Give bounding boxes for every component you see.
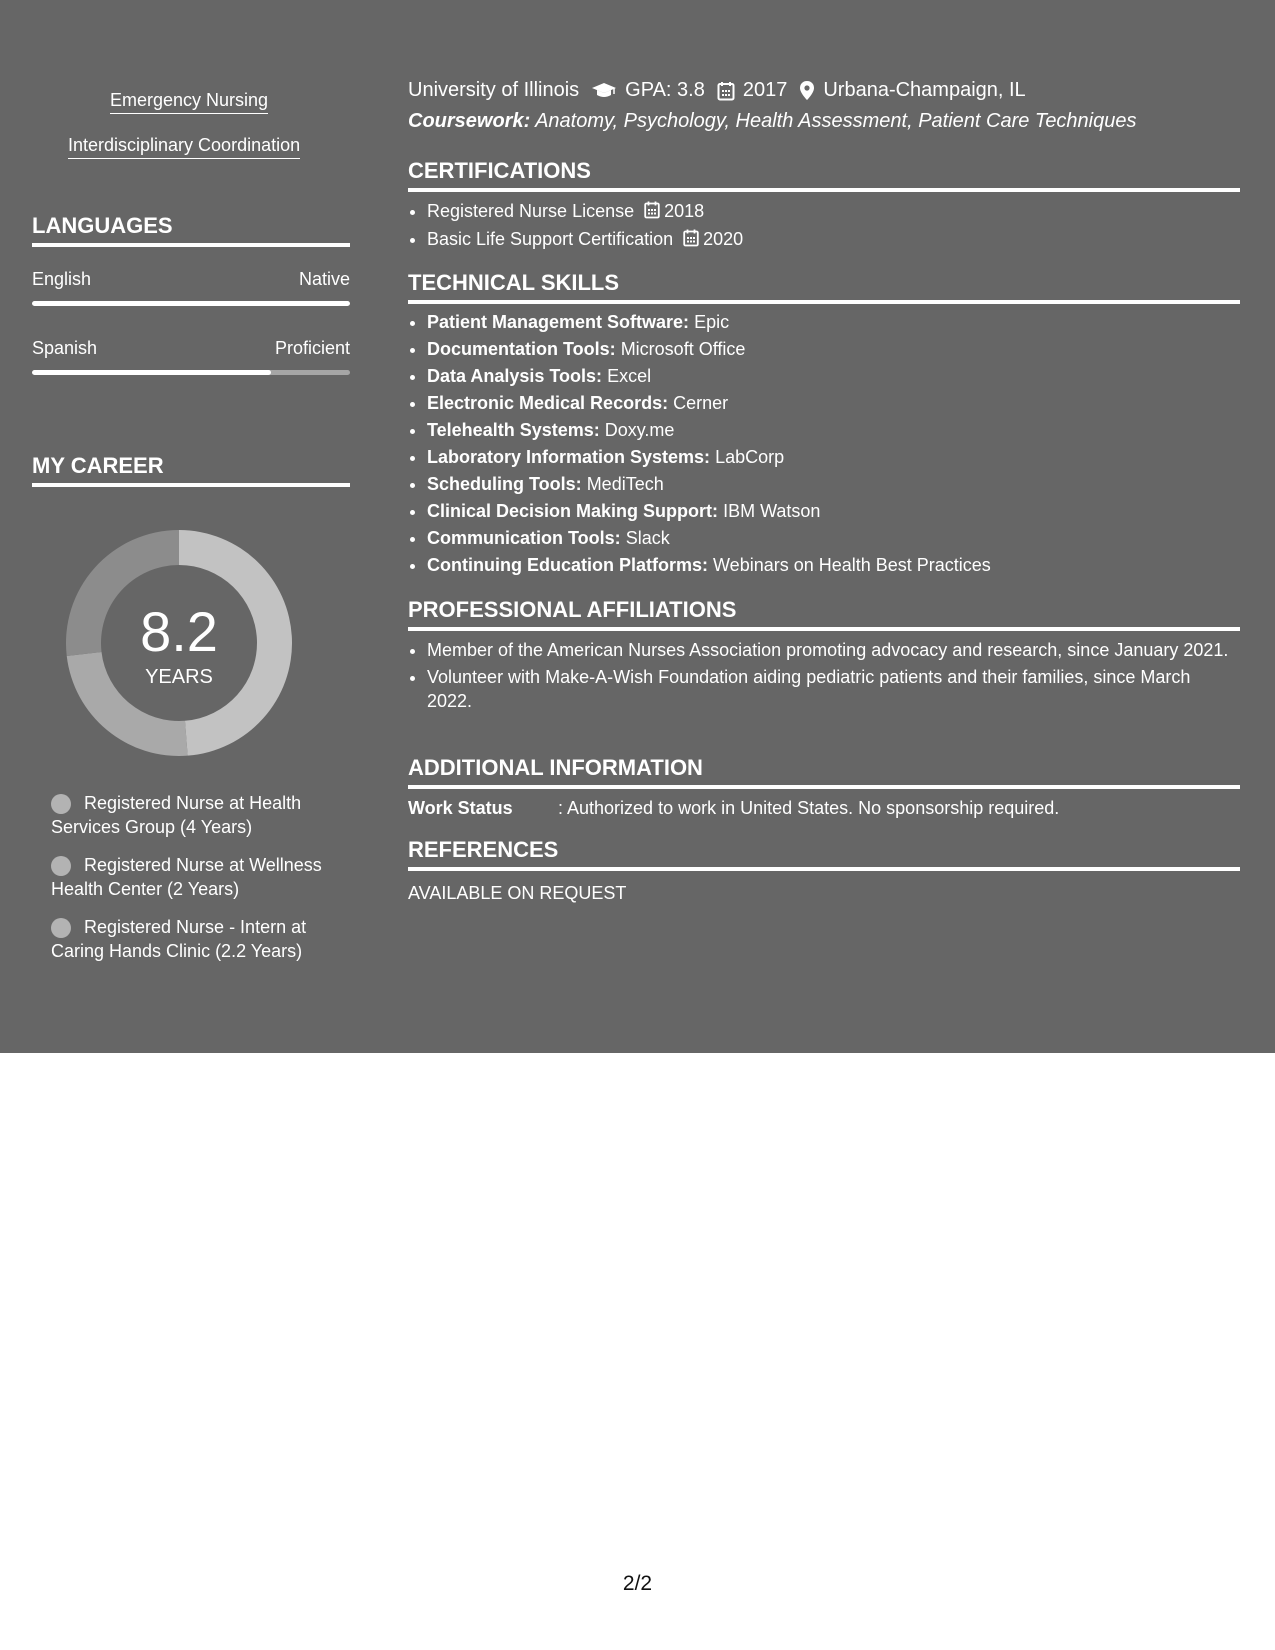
technical-skill-item — [427, 364, 1240, 391]
skill-value: IBM Watson — [723, 501, 821, 521]
skill-label: Communication Tools: — [427, 528, 621, 548]
technical-skill-item — [427, 310, 1240, 337]
skill-label: Clinical Decision Making Support: — [427, 501, 719, 521]
certification-item — [427, 199, 1240, 227]
graduation-cap-icon — [591, 82, 617, 100]
technical-skill-item — [427, 418, 1240, 445]
work-status-value: : Authorized to work in United States. No sponsorship required. — [558, 798, 1060, 818]
language-bar-fill — [32, 370, 271, 375]
skill-value: LabCorp — [715, 447, 785, 467]
school-name: University of Illinois — [408, 79, 580, 101]
skill-label: Continuing Education Platforms: — [427, 555, 708, 575]
career-years-label: YEARS — [145, 666, 213, 688]
career-item-label: Registered Nurse - Intern at Caring Hands Clinic (2.2 Years) — [51, 917, 307, 961]
skill-label: Electronic Medical Records: — [427, 393, 669, 413]
certifications-list — [408, 199, 1240, 255]
work-status-row — [408, 798, 1059, 819]
skill-emergency-nursing: Emergency Nursing — [110, 90, 268, 114]
language-bar — [32, 370, 350, 375]
technical-skill-item — [427, 526, 1240, 553]
skill-value: Excel — [607, 366, 652, 386]
language-level: Native — [298, 269, 350, 289]
certification-item — [427, 227, 1240, 255]
technical-skill-item — [427, 445, 1240, 472]
technical-skill-item — [427, 553, 1240, 580]
skill-value: Webinars on Health Best Practices — [713, 555, 991, 575]
skill-interdisciplinary-coordination: Interdisciplinary Coordination — [68, 135, 300, 159]
languages-heading: LANGUAGES — [32, 213, 350, 247]
skill-value: Microsoft Office — [620, 339, 746, 359]
school-location: Urbana-Champaign, IL — [823, 79, 1026, 101]
career-legend-dot — [51, 856, 71, 876]
career-item — [51, 853, 341, 901]
coursework-text: Anatomy, Psychology, Health Assessment, Patient Care Techniques — [535, 110, 1137, 132]
career-item — [51, 915, 341, 963]
career-item-label: Registered Nurse at Health Services Group (4 Years) — [51, 793, 302, 837]
page-number: 2/2 — [622, 1572, 653, 1595]
skill-value: Epic — [694, 312, 730, 332]
career-donut-chart — [66, 530, 292, 756]
skill-value: MediTech — [586, 474, 664, 494]
skill-label: Data Analysis Tools: — [427, 366, 603, 386]
certifications-heading: CERTIFICATIONS — [408, 158, 1240, 192]
skill-label: Patient Management Software: — [427, 312, 690, 332]
technical-skill-item — [427, 472, 1240, 499]
technical-skill-item — [427, 391, 1240, 418]
language-bar-fill — [32, 301, 350, 306]
technical-skill-item — [427, 337, 1240, 364]
affiliation-item: • Volunteer with Make-A-Wish Foundation aiding pediatric patients and their families, since March 2022. — [427, 665, 1240, 713]
certification-year: 2018 — [664, 201, 705, 221]
language-name: Spanish — [32, 338, 98, 358]
skill-label: Laboratory Information Systems: — [427, 447, 711, 467]
career-heading: MY CAREER — [32, 453, 350, 487]
education-line — [408, 79, 1026, 102]
certification-name: Basic Life Support Certification — [427, 229, 674, 249]
technical-skill-item — [427, 499, 1240, 526]
affiliations-list — [408, 638, 1240, 716]
additional-info-heading: ADDITIONAL INFORMATION — [408, 755, 1240, 789]
technical-skills-heading: TECHNICAL SKILLS — [408, 270, 1240, 304]
calendar-icon — [644, 201, 660, 219]
affiliations-heading: PROFESSIONAL AFFILIATIONS — [408, 597, 1240, 631]
coursework-line — [408, 110, 1137, 133]
coursework-label: Coursework: — [408, 110, 531, 132]
skill-value: Doxy.me — [604, 420, 675, 440]
skill-label: Documentation Tools: — [427, 339, 616, 359]
calendar-icon — [717, 81, 735, 101]
certification-name: Registered Nurse License — [427, 201, 635, 221]
gpa: GPA: 3.8 — [625, 79, 705, 101]
career-legend-dot — [51, 794, 71, 814]
technical-skills-list — [408, 310, 1240, 580]
certification-year: 2020 — [703, 229, 744, 249]
language-level: Proficient — [274, 338, 350, 358]
career-item-label: Registered Nurse at Wellness Health Center (2 Years) — [51, 855, 322, 899]
skill-label: Scheduling Tools: — [427, 474, 582, 494]
work-status-label: Work Status — [408, 798, 513, 818]
references-heading: REFERENCES — [408, 837, 1240, 871]
references-text: AVAILABLE ON REQUEST — [408, 883, 627, 903]
calendar-icon — [683, 229, 699, 247]
career-total-years: 8.2 — [140, 600, 218, 663]
graduation-year: 2017 — [742, 79, 788, 101]
skill-value: Slack — [625, 528, 670, 548]
skill-value: Cerner — [673, 393, 729, 413]
affiliation-item: • Member of the American Nurses Association promoting advocacy and research, since January 2021. — [427, 638, 1240, 662]
skill-label: Telehealth Systems: — [427, 420, 600, 440]
career-legend-dot — [51, 918, 71, 938]
career-item — [51, 791, 341, 839]
language-bar — [32, 301, 350, 306]
location-pin-icon — [799, 80, 815, 101]
language-name: English — [32, 269, 92, 289]
